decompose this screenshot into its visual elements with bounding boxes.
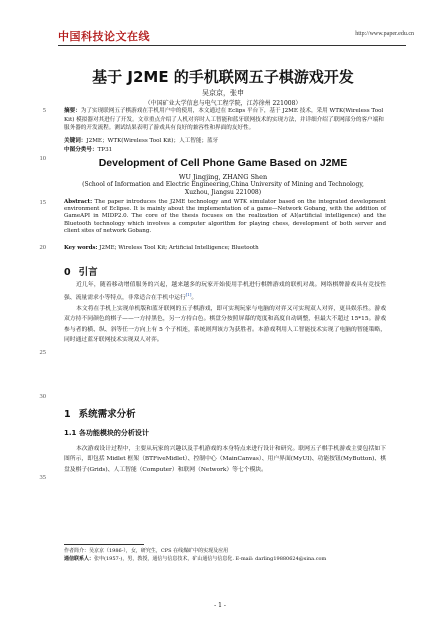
affiliation-cn: （中国矿业大学信息与电气工程学院，江苏徐州 221008） xyxy=(144,100,302,107)
header-rule xyxy=(58,45,406,46)
line-number: 15 xyxy=(39,199,46,206)
affiliation-en-line2: Xuzhou, Jiangsu 221008) xyxy=(184,188,262,196)
abstract-cn-label: 摘要： xyxy=(64,108,81,114)
clc-number xyxy=(64,146,386,155)
section-title: 引言 xyxy=(78,267,98,278)
section1-body xyxy=(64,444,386,475)
footnote-author: 作者简介：吴京京（1986-），女，研究生，CPS 在线煤矿中的实现及应用 xyxy=(64,548,229,554)
intro-p1: 近几年，随着移动增值服务的兴起，越来越多的玩家开始使用手机进行棋牌游戏的联机对战。网络棋牌游戏具有竞技性强、流量需求小等特点，非常适合在手机中运行 xyxy=(64,282,386,302)
footnote-contact-label: 通信联系人： xyxy=(64,556,95,562)
keywords-cn-label: 关键词： xyxy=(64,138,87,144)
authors-en: WU Jingjing, ZHANG Shen xyxy=(178,173,268,181)
clc-label: 中图分类号： xyxy=(64,147,98,153)
section-number: 0 xyxy=(64,267,71,278)
paragraph: 本次游戏设计过程中，主要从玩家的兴趣以及手机游戏的本身特点来进行设计和研究。联网五子棋手机游戏主要包括如下图所示，即包括 Midlet 框架（BTFiveMidlet）、控制中心（MainCanvas）、用户界面(MyUI)、功能按钮(MyButton)、棋盘及棋子(Grids)、人工智能（Computer）和联网（Network）等七个模块。 xyxy=(64,446,386,473)
keywords-cn-text: J2ME；WTK(Wireless Tool Kit)；人工智能；蓝牙 xyxy=(86,138,219,144)
section-title: 系统需求分析 xyxy=(78,409,136,420)
footnote-rule xyxy=(64,544,144,545)
abstract-cn-text: 为了实现联网五子棋游戏在手机用户中的使用，本文通过在 Eclips 平台下，基于 J2ME 技术，采用 WTK(Wireless Tool Kit) 模拟器对其进行了开发。文章重点介绍了人机对弈时人工智能和蓝牙联网技术的实现方法，并详细介绍了联网部分的客户端和服务器的开发流程。测试结果表明了游戏具有良好的兼容性和界面的友好性。 xyxy=(64,108,384,132)
line-number: 20 xyxy=(39,244,46,251)
line-number: 35 xyxy=(39,474,46,481)
keywords-cn xyxy=(64,137,386,146)
page-header xyxy=(0,24,440,44)
line-number: 5 xyxy=(42,107,46,114)
paragraph xyxy=(64,280,386,304)
paragraph: 本文将在手机上实现单机版和蓝牙联网的五子棋游戏，即可实现玩家与电脑的对弈又可实现双人对弈，更具娱乐性。游戏双方持不同颜色的棋子——一方持黑色，另一方持白色。棋盘分按照屏幕的宽度和高度自动调整，但最大不超过 15*15。游戏参与者的横、纵、斜等任一方向上有 5 个子相连，系统则判该方为获胜者。本游戏利用人工智能技术实现了电脑的智能策略，同时通过蓝牙联网技术实现双人对弈。 xyxy=(64,305,386,343)
line-number: 10 xyxy=(39,155,46,162)
abstract-en-label: Abstract: xyxy=(64,199,93,205)
section-number: 1 xyxy=(64,409,71,420)
section-heading xyxy=(64,406,136,420)
authors-cn: 吴京京，张申 xyxy=(202,89,244,97)
clc-text: TP31 xyxy=(97,147,113,153)
intro-body xyxy=(64,280,386,345)
abstract-en-text: The paper introduces the J2ME technology and WTK simulator based on the integrated development environment of Eclipse. It is mainly about the implementation of a game—Network Gobang, with the addition of GameAPI in MIDP2.0. The core of the thesis focuses on the realization of AI(artificial intelligence) and the Bluetooth technology which involves a computer algorithm for playing chess, development of both server and client sites of network Gobang. xyxy=(64,199,387,234)
keywords-en-text: J2ME; Wireless Tool Kit; Artificial Intelligence; Bluetooth xyxy=(99,245,259,251)
paper-title-en: Development of Cell Phone Game Based on J2ME xyxy=(98,157,348,169)
journal-logo: 中国科技论文在线 xyxy=(58,30,150,43)
footnote-contact xyxy=(64,556,394,563)
affiliation-en xyxy=(58,181,388,196)
section-heading xyxy=(64,264,98,278)
keywords-en-label: Key words: xyxy=(64,245,98,251)
page-number: - 1 - xyxy=(214,602,226,609)
keywords-en xyxy=(64,244,386,253)
line-number: 30 xyxy=(39,393,46,400)
paper-title-cn: 基于 J2ME 的手机联网五子棋游戏开发 xyxy=(92,68,354,86)
intro-p1-end: 。 xyxy=(191,295,198,302)
abstract-en xyxy=(64,199,386,235)
line-number: 25 xyxy=(39,349,46,356)
citation[interactable]: [1] xyxy=(185,292,192,298)
subsection-heading: 1.1 各功能模块的分析设计 xyxy=(64,429,149,437)
abstract-cn xyxy=(64,107,386,133)
footnote-contact-text: 张申(1957-)，男，教授，通信与信息技术，矿山通信与信息化. E-mail: darling19880624@sina.com xyxy=(94,556,327,562)
affiliation-en-line1: (School of Information and Electric Engineering,China University of Mining and Technology, xyxy=(82,181,364,188)
journal-url[interactable]: http://www.paper.edu.cn xyxy=(355,31,414,37)
